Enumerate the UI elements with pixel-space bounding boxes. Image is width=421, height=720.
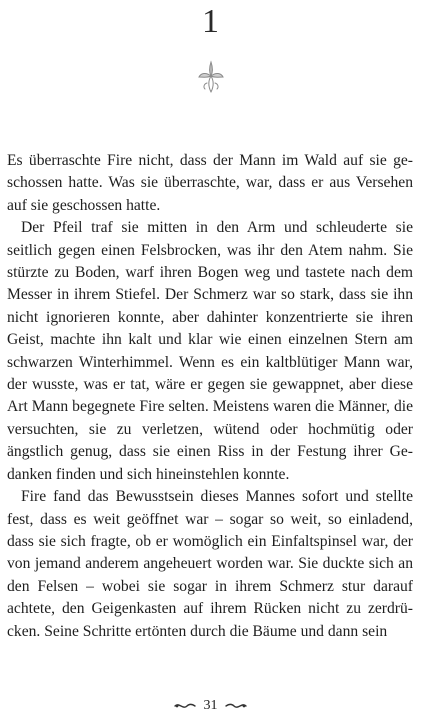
fleuron-ornament-icon bbox=[196, 60, 226, 94]
page-footer bbox=[0, 697, 421, 715]
chapter-body-text bbox=[7, 150, 413, 643]
right-swash-icon bbox=[225, 701, 247, 711]
paragraph: Fire fand das Bewusstsein dieses Mannes sofort und stellte fest, dass es weit geöffnet war – sogar so weit, so einladend, dass sie sich fragte, ob er womöglich ein Einfaltspinsel war, der von jemand anderem angeheuert worden war. Sie duckte sich an den Felsen – wobei sie sogar in ihrem Schmerz stur darauf achtete, den Geigenkasten auf ihrem Rücken nicht zu zerdrücken. Seine Schritte ertönten durch die Bäume und dann sein bbox=[7, 488, 413, 640]
paragraph: Es überraschte Fire nicht, dass der Mann im Wald auf sie geschossen hatte. Was sie überraschte, war, dass er aus Versehen auf sie geschossen hatte. bbox=[7, 152, 413, 214]
chapter-number: 1 bbox=[202, 3, 219, 40]
left-swash-icon bbox=[174, 701, 196, 711]
page-number: 31 bbox=[203, 698, 218, 713]
paragraph: Der Pfeil traf sie mitten in den Arm und schleuderte sie seitlich gegen einen Felsbrocken, was ihr den Atem nahm. Sie stürzte zu Boden, warf ihren Bogen weg und tastete nach dem Messer in ihrem Stiefel. Der Schmerz war so stark, dass sie ihn nicht ignorieren konnte, aber dahinter konzentrierte sie ihren Geist, machte ihn kalt und klar wie einen einzelnen Stern am schwarzen Winterhimmel. Wenn es ein kaltblütiger Mann war, der wusste, was er tat, wäre er gegen sie gewappnet, aber diese Art Mann begegnete Fire selten. Meistens waren die Männer, die versuchten, sie zu verletzen, wütend oder hochmütig oder ängstlich genug, dass sie einen Riss in der Festung ihrer Gedanken finden und sich hineinstehlen konnte. bbox=[7, 219, 413, 483]
